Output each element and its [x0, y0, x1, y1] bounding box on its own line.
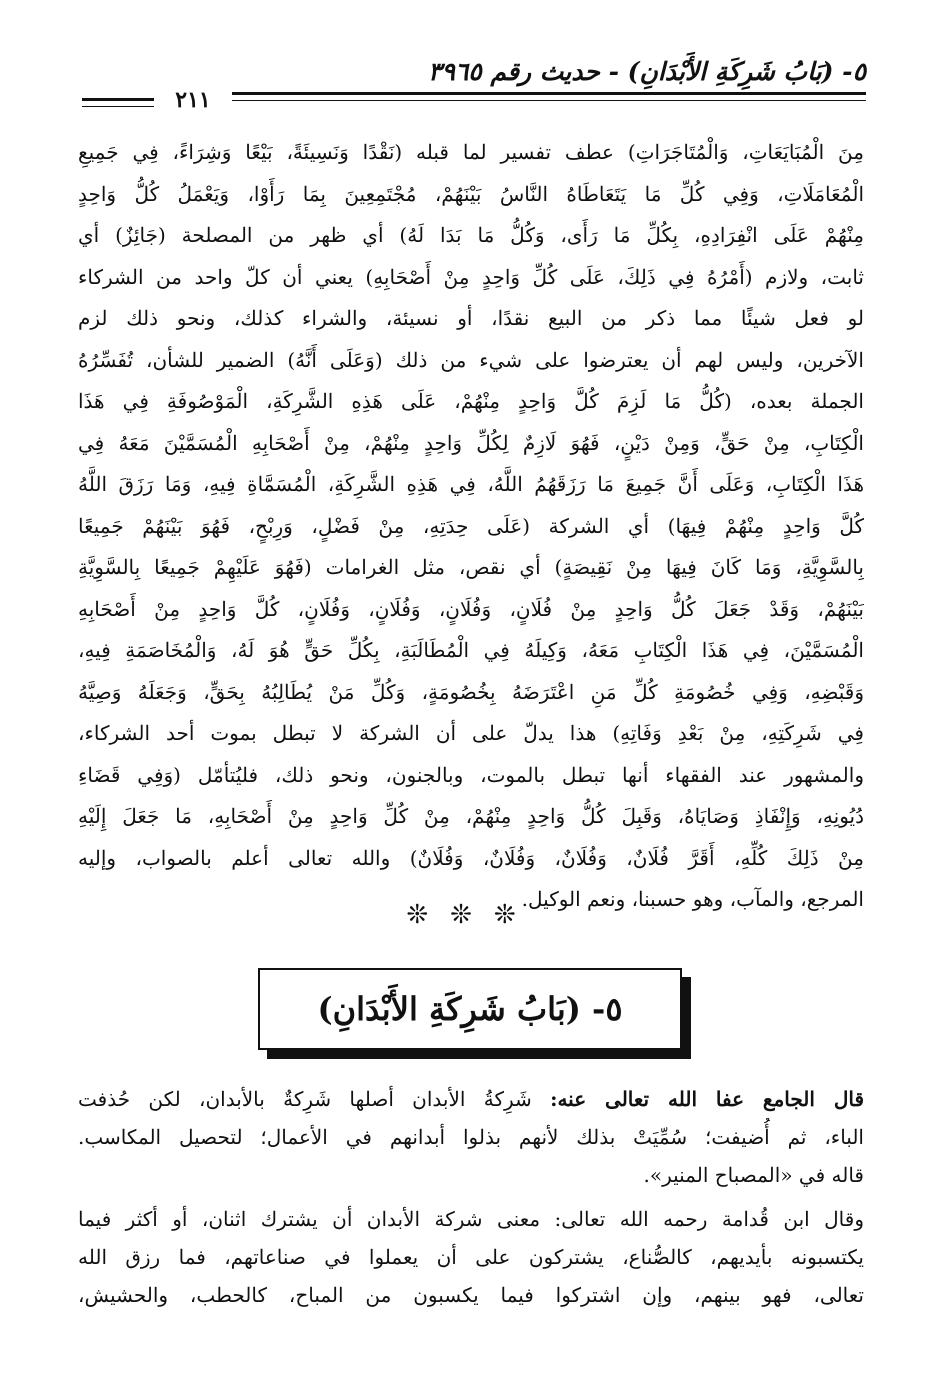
text-line: المرجع، والمآب، وهو حسبنا، ونعم الوكيل. — [521, 887, 864, 911]
text-line: لو فعل شيئًا مما ذكر من البيع نقدًا، أو نسيئة، والشراء كذلك، ونحو ذلك لزم — [78, 306, 864, 330]
text-line: الجملة بعده، (كُلُّ مَا لَزِمَ كُلَّ وَاحِدٍ مِنْهُمْ، عَلَى هَذِهِ الشَّرِكَةِ، الْمَوْصُوفَةِ فِي هَذَا — [78, 389, 864, 413]
body-text — [78, 1080, 864, 1314]
text-line: والمشهور عند الفقهاء أنها تبطل بالموت، وبالجنون، ونحو ذلك، فليُتأمّل (وَفِي قَضَاءِ — [78, 762, 864, 787]
text-line: فِي شَرِكَتِهِ، مِنْ بَعْدِ وَفَاتِهِ) هذا يدلّ على أن الشركة لا تبطل بموت أحد الشركاء، — [78, 721, 864, 745]
text-line: وَقَبْضِهِ، وَفِي خُصُومَةِ كُلِّ مَنِ اعْتَرَضَهُ بِخُصُومَةٍ، وَكُلِّ مَنْ يُطَالِبُهُ بِحَقٍّ، وَجَعَلَهُ وَصِيَّهُ — [78, 679, 864, 704]
section-ornament: ❊❊❊ — [406, 900, 538, 930]
page-number-rule — [82, 98, 154, 107]
text-line: يكتسبونه بأيديهم، كالصُّناع، يشتركون على أن يعملوا في صناعاتهم، فما رزق الله — [78, 1245, 864, 1269]
text-line: الباء، ثم أُضيفت؛ سُمِّيَتْ بذلك لأنهم بذلوا أبدانهم في الأعمال؛ لتحصيل المكاسب. — [78, 1125, 864, 1149]
page-number: ٢١١ — [175, 87, 211, 113]
text-line: الْكِتَابِ، مِنْ حَقٍّ، وَمِنْ دَيْنٍ، فَهُوَ لَازِمٌ لِكُلِّ وَاحِدٍ مِنْهُمْ، مِنْ أَصْحَابِهِ الْمُسَمَّيْنَ مَعَهُ فِي — [78, 430, 864, 455]
text-line: قاله في «المصباح المنير». — [643, 1163, 864, 1187]
text-line: الْمُسَمَّيْنَ، فِي هَذَا الْكِتَابِ مَعَهُ، وَكِيلَهُ فِي الْمُطَالَبَةِ، بِكُلِّ حَقٍّ هُوَ لَهُ، وَالْمُخَاصَمَةِ فِيهِ، — [78, 638, 864, 662]
text-fragment: شَرِكةُ الأبدان أصلها شَرِكةٌ بالأبدان، لكن حُذفت — [78, 1087, 532, 1111]
text-line: مِنْ ذَلِكَ كُلِّهِ، أَقَرَّ فُلَانٌ، وَفُلَانٌ، وَفُلَانٌ، وَفُلَانٌ) والله تعالى أعلم بالصواب، وإليه — [78, 845, 864, 870]
text-line: ثابت، ولازم (أَمْرُهُ فِي ذَلِكَ، عَلَى كُلِّ وَاحِدٍ مِنْ أَصْحَابِهِ) يعني أن كلّ واحد من الشركاء — [78, 264, 864, 289]
text-line: وقال ابن قُدامة رحمه الله تعالى: معنى شركة الأبدان أن يشترك اثنان، أو أكثر فيما — [78, 1207, 864, 1231]
text-line: مِنْهُمْ عَلَى انْفِرَادِهِ، بِكُلِّ مَا رَأَى، وَكُلُّ مَا بَدَا لَهُ) أي ظهر من المصلحة (جَائِزٌ) أي — [78, 223, 864, 247]
text-line: تعالى، فهو بينهم، وإن اشتركوا فيما يكسبون من المباح، كالحطب، والحشيش، — [78, 1283, 864, 1307]
chapter-title-box — [258, 968, 682, 1050]
header-rule — [232, 92, 866, 101]
text-line — [78, 1080, 864, 1118]
chapter-title: ٥- (بَابُ شَرِكَةِ الأَبْدَانِ) — [317, 990, 623, 1028]
text-line: الْمُعَامَلَاتِ، وَفِي كُلِّ مَا يَتَعَاطَاهُ النَّاسُ بَيْنَهُمْ، مُجْتَمِعِينَ بِمَا رَأَوْا، وَيَعْمَلُ كُلُّ وَاحِدٍ — [78, 181, 864, 206]
text-line: دُيُونِهِ، وَإِنْفَاذِ وَصَايَاهُ، وَقَبِلَ كُلُّ وَاحِدٍ مِنْهُمْ، مِنْ كُلِّ وَاحِدٍ مِنْ أَصْحَابِهِ، مَا جَعَلَ إِلَيْهِ — [78, 804, 864, 828]
running-header-title: ٥- (بَابُ شَرِكَةِ الأَبْدَانِ) - حديث رقم ٣٩٦٥ — [428, 57, 866, 86]
text-line: كُلَّ وَاحِدٍ مِنْهُمْ فِيهَا) أي الشركة (عَلَى حِدَتِهِ، مِنْ فَضْلٍ، وَرِبْحٍ، فَهُوَ بَيْنَهُمْ جَمِيعًا — [78, 513, 864, 538]
text-line: مِنَ الْمُبَايَعَاتِ، وَالْمُتَاجَرَاتِ) عطف تفسير لما قبله (نَقْدًا وَنَسِيئَةً، بَيْعًا وَشِرَاءً، فِي جَمِيعِ — [78, 140, 864, 164]
text-line: بِالسَّوِيَّةِ، وَمَا كَانَ فِيهَا مِنْ نَقِيصَةٍ) أي نقص، مثل الغرامات (فَهُوَ عَلَيْهِمْ جَمِيعًا بِالسَّوِيَّةِ — [78, 555, 864, 579]
text-line: بَيْنَهُمْ، وَقَدْ جَعَلَ كُلُّ وَاحِدٍ مِنْ فُلَانٍ، وَفُلَانٍ، وَفُلَانٍ، وَفُلَانٍ، كُلَّ وَاحِدٍ مِنْ أَصْحَابِهِ — [78, 596, 864, 621]
author-lead: قال الجامع عفا الله تعالى عنه: — [550, 1087, 864, 1111]
commentary-text — [78, 132, 864, 921]
text-line: الآخرين، وليس لهم أن يعترضوا على شيء من ذلك (وَعَلَى أَنَّهُ) الضمير للشأن، تُفَسِّرُهُ — [78, 347, 864, 372]
text-line: هَذَا الْكِتَابِ، وَعَلَى أَنَّ جَمِيعَ مَا رَزَقَهُمُ اللَّهُ، فِي هَذِهِ الشَّرِكَةِ، الْمُسَمَّاةِ فِيهِ، وَمَا رَزَقَ اللَّهُ — [78, 472, 864, 496]
